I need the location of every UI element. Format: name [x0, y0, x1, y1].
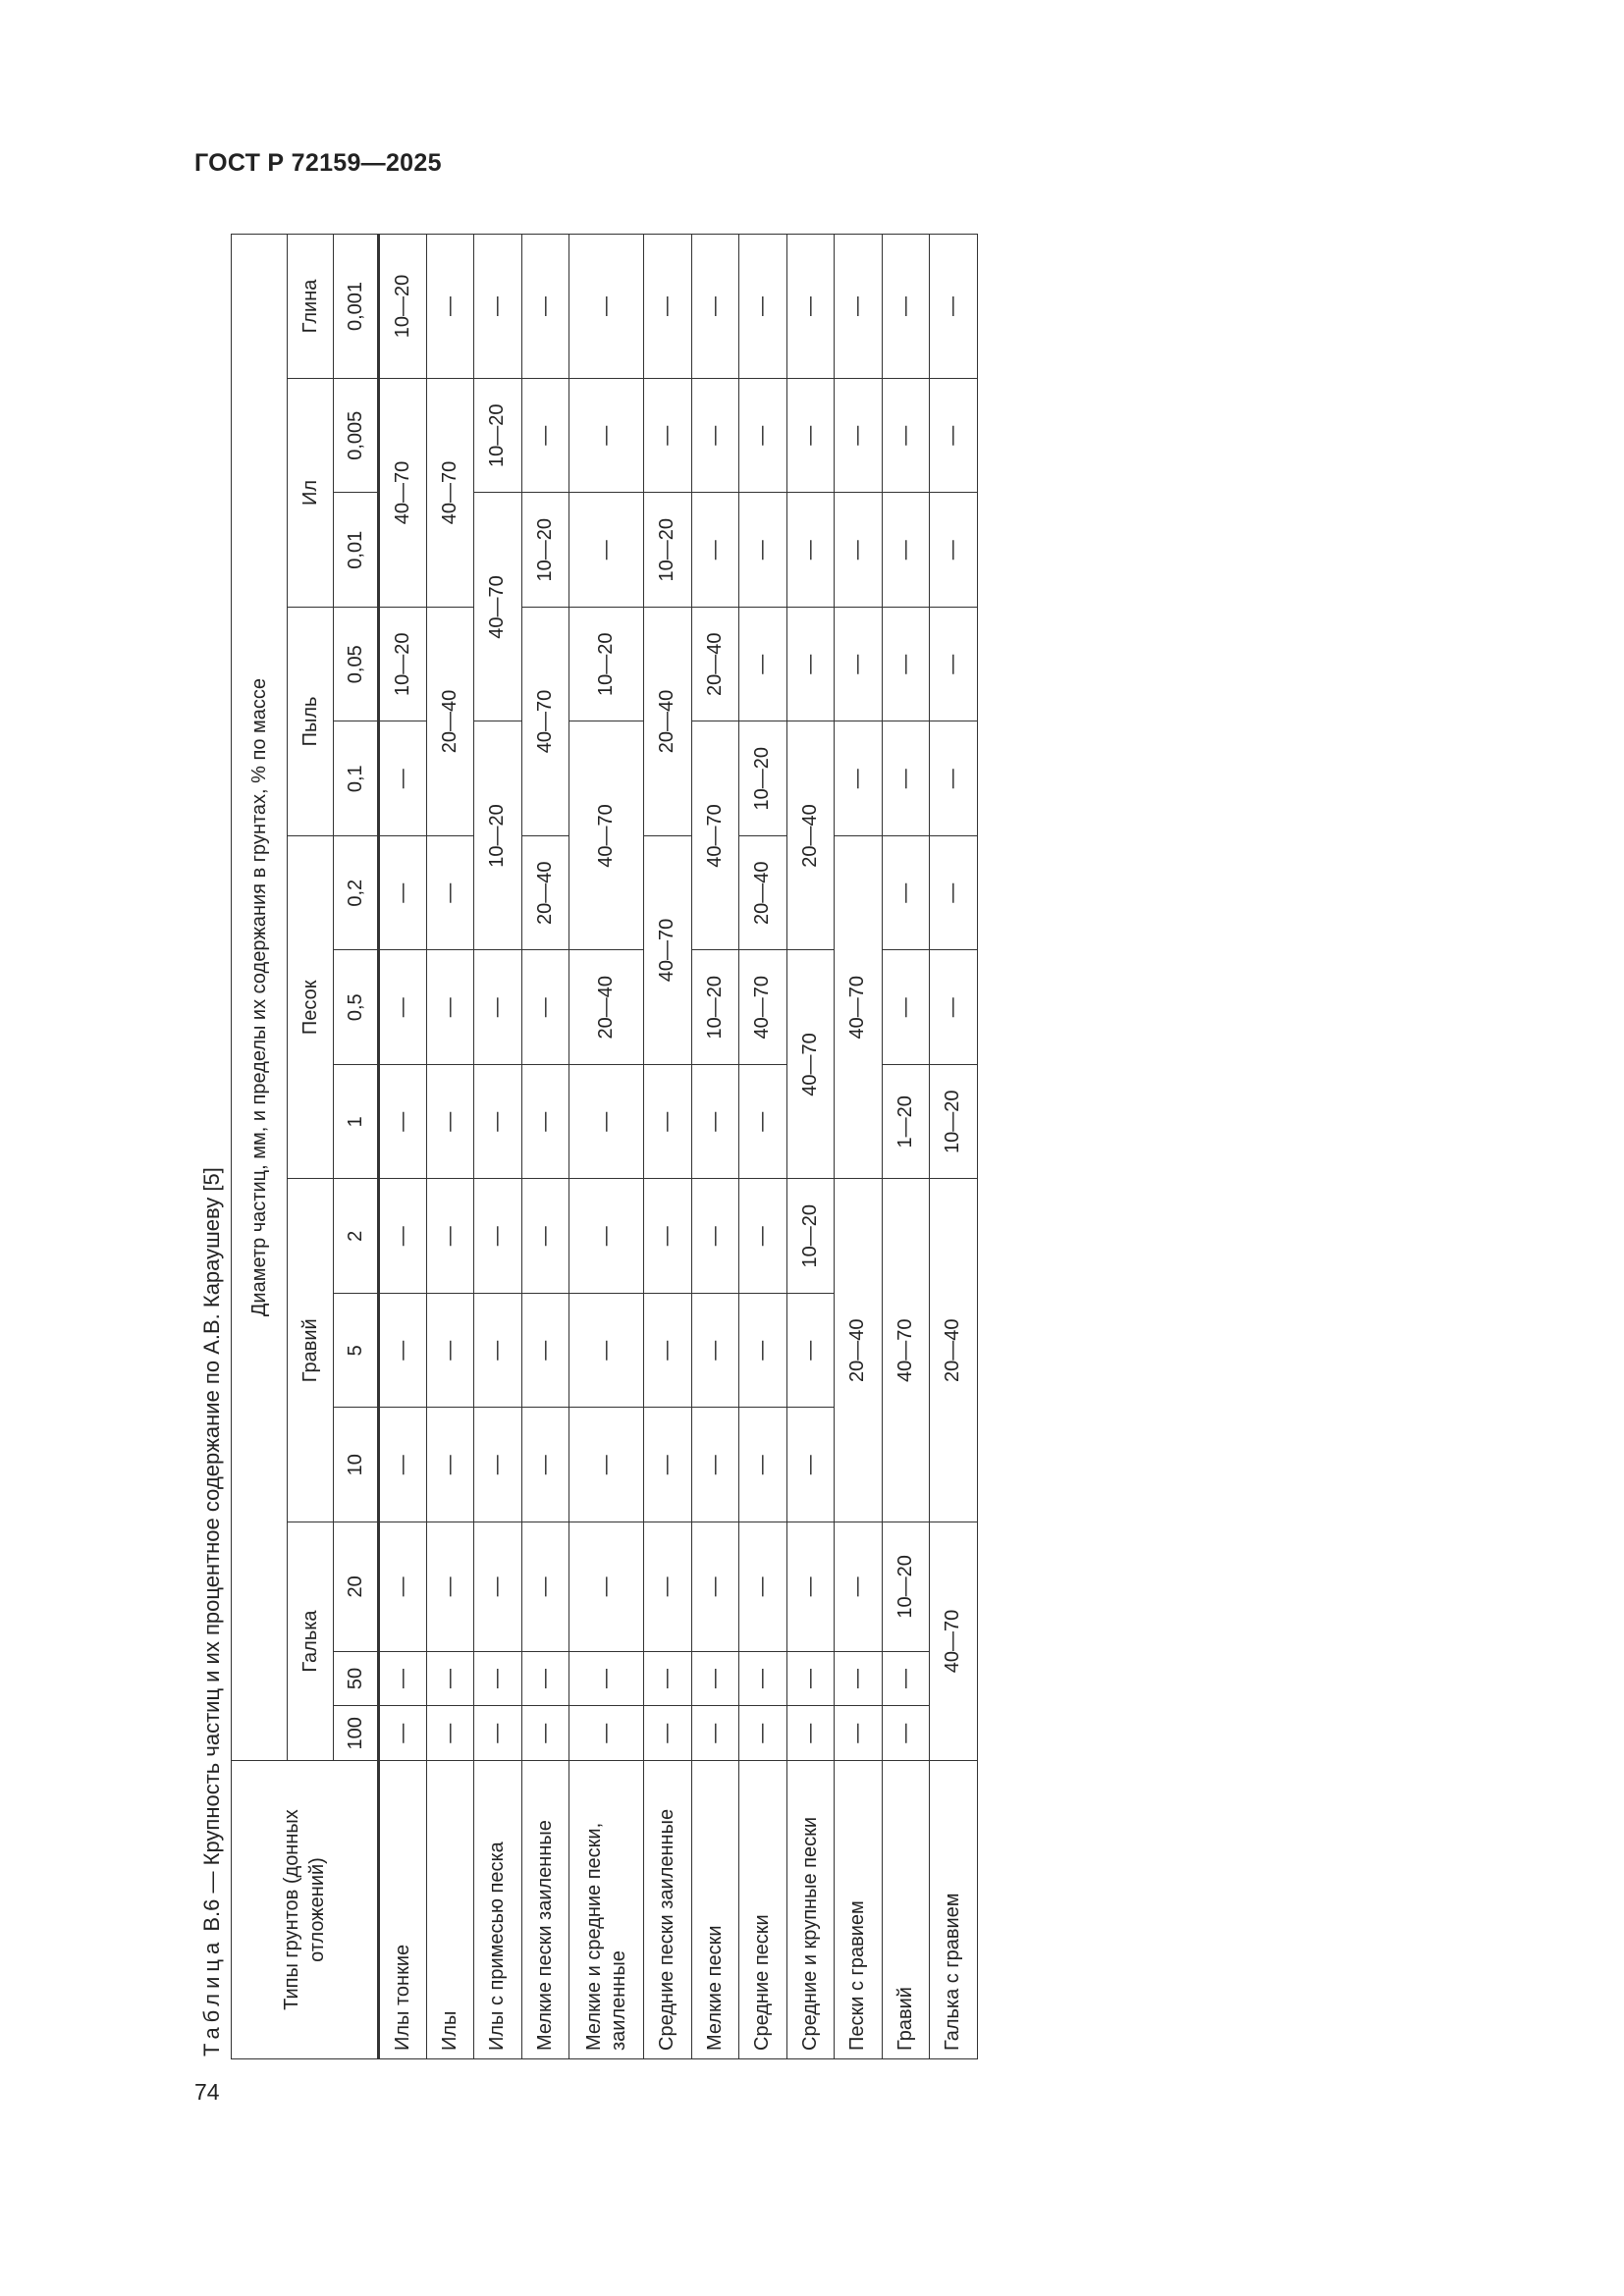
table-cell: — [474, 1179, 522, 1294]
table-cell: 40—70 [644, 836, 692, 1065]
table-cell: 10—20 [930, 1065, 978, 1180]
table-cell: — [786, 235, 835, 379]
table-cell: — [835, 493, 883, 608]
table-cell: — [691, 1179, 739, 1294]
soil-type: Галька с гравием [930, 1761, 978, 2059]
table-cell: 20—40 [644, 608, 692, 836]
table-cell: — [644, 1651, 692, 1706]
table-cell: — [739, 608, 787, 722]
table-cell: 10—20 [882, 1522, 930, 1652]
table-cell: 20—40 [786, 721, 835, 950]
table-cell: — [426, 1522, 474, 1652]
soil-type: Средние пески [739, 1761, 787, 2059]
table-cell: — [882, 608, 930, 722]
size-header: 5 [334, 1294, 379, 1409]
table-cell: — [882, 235, 930, 379]
table-cell: — [379, 1294, 427, 1409]
table-cell: 20—40 [739, 836, 787, 951]
table-cell: — [569, 1651, 644, 1706]
table-cell: — [426, 1179, 474, 1294]
table-cell: — [644, 1706, 692, 1761]
table-cell: — [379, 1706, 427, 1761]
table-cell: — [569, 1408, 644, 1522]
table-cell: — [474, 1408, 522, 1522]
soil-type: Средние и крупные пески [786, 1761, 835, 2059]
table-cell: 40—70 [835, 836, 883, 1180]
size-header: 10 [334, 1408, 379, 1522]
table-cell: — [786, 1408, 835, 1522]
table-cell: — [569, 1706, 644, 1761]
table-cell: — [379, 836, 427, 951]
table-cell: — [426, 836, 474, 951]
soil-type: Илы с примесью песка [474, 1761, 522, 2059]
table-cell: — [786, 608, 835, 722]
table-cell: — [521, 1522, 569, 1652]
table-cell: — [691, 493, 739, 608]
table-cell: — [835, 1651, 883, 1706]
table-cell: — [691, 1408, 739, 1522]
table-row [739, 235, 787, 2059]
table-cell: — [569, 493, 644, 608]
size-header: 0,05 [334, 608, 379, 722]
table-cell: 10—20 [739, 721, 787, 836]
table-cell: — [739, 1294, 787, 1409]
table-cell: — [474, 1706, 522, 1761]
table-cell: — [739, 1706, 787, 1761]
table-cell: 10—20 [521, 493, 569, 608]
table-cell: — [474, 1065, 522, 1180]
table-cell: — [691, 379, 739, 494]
soil-type: Пески с гравием [835, 1761, 883, 2059]
table-cell: 20—40 [835, 1179, 883, 1522]
table-cell: — [691, 1522, 739, 1652]
table-cell: 20—40 [426, 608, 474, 836]
table-cell: — [644, 1294, 692, 1409]
soil-type: Мелкие пески заиленные [521, 1761, 569, 2059]
soil-type: Мелкие и средние пески, заиленные [569, 1761, 644, 2059]
page-number: 74 [194, 2079, 220, 2105]
size-header: 50 [334, 1651, 379, 1706]
table-cell: 10—20 [474, 379, 522, 494]
diameter-header: Диаметр частиц, мм, и пределы их содержания в грунтах, % по массе [232, 235, 288, 1761]
table-cell: — [739, 1408, 787, 1522]
table-cell: — [930, 721, 978, 836]
table-cell: — [569, 1065, 644, 1180]
table-cell: — [521, 235, 569, 379]
table-cell: 40—70 [569, 721, 644, 950]
caption-text: В.6 — Крупность частиц и их процентное содержание по А.В. Караушеву [5] [199, 1167, 224, 1938]
table-cell: — [930, 493, 978, 608]
table-cell: — [426, 1294, 474, 1409]
types-header: Типы грунтов (донных отложений) [232, 1761, 379, 2059]
table-cell: — [521, 1065, 569, 1180]
table-cell: 40—70 [474, 493, 522, 721]
table-cell: 40—70 [379, 379, 427, 608]
table-cell: — [644, 379, 692, 494]
table-cell: — [379, 1065, 427, 1180]
table-cell: — [426, 1651, 474, 1706]
size-header: 0,2 [334, 836, 379, 951]
table-cell: — [379, 721, 427, 836]
table-cell: 40—70 [739, 950, 787, 1065]
table-cell: 10—20 [569, 608, 644, 722]
size-header: 0,5 [334, 950, 379, 1065]
table-cell: 20—40 [691, 608, 739, 722]
table-cell: — [835, 1706, 883, 1761]
group-clay: Глина [288, 235, 334, 379]
size-header: 1 [334, 1065, 379, 1180]
table-row [786, 235, 835, 2059]
table-cell: 10—20 [379, 608, 427, 722]
size-header: 2 [334, 1179, 379, 1294]
table-cell: — [786, 493, 835, 608]
table-cell: — [786, 1651, 835, 1706]
table-cell: — [835, 721, 883, 836]
table-cell: — [644, 1065, 692, 1180]
table-cell: — [521, 1294, 569, 1409]
table-cell: — [426, 1408, 474, 1522]
table-cell: 20—40 [930, 1179, 978, 1522]
table-cell: 10—20 [379, 235, 427, 379]
table-cell: — [426, 235, 474, 379]
table-cell: — [835, 1522, 883, 1652]
table-cell: — [882, 950, 930, 1065]
table-cell: 40—70 [691, 721, 739, 950]
table-cell: — [739, 1065, 787, 1180]
table-cell: — [569, 379, 644, 494]
table-cell: — [786, 1294, 835, 1409]
size-header: 0,001 [334, 235, 379, 379]
table-cell: — [426, 950, 474, 1065]
table-cell: — [379, 1522, 427, 1652]
table-cell: — [691, 1651, 739, 1706]
table-cell: 40—70 [521, 608, 569, 836]
table-cell: — [474, 235, 522, 379]
table-cell: — [882, 493, 930, 608]
table-cell: — [474, 950, 522, 1065]
table-row [835, 235, 883, 2059]
table-row [474, 235, 522, 2059]
table-cell: — [521, 1408, 569, 1522]
table-cell: — [739, 1179, 787, 1294]
table-cell: 40—70 [882, 1179, 930, 1522]
table-cell: — [786, 379, 835, 494]
table-cell: 20—40 [569, 950, 644, 1065]
table-cell: — [521, 1651, 569, 1706]
table-cell: 20—40 [521, 836, 569, 951]
size-header: 100 [334, 1706, 379, 1761]
table-cell: — [474, 1294, 522, 1409]
table-cell: — [835, 608, 883, 722]
table-cell: — [739, 1651, 787, 1706]
table-cell: — [379, 1651, 427, 1706]
group-dust: Пыль [288, 608, 334, 836]
table-cell: 10—20 [644, 493, 692, 608]
rotated-table-page [199, 224, 1004, 2059]
table-cell: — [644, 1408, 692, 1522]
size-header: 0,005 [334, 379, 379, 494]
table-cell: 10—20 [691, 950, 739, 1065]
group-silt: Ил [288, 379, 334, 608]
soil-type: Илы тонкие [379, 1761, 427, 2059]
table-cell: — [930, 836, 978, 951]
table-row [521, 235, 569, 2059]
caption-lead: Таблица [199, 1937, 224, 2056]
table-cell: — [644, 235, 692, 379]
table-cell: — [569, 1179, 644, 1294]
soil-type: Илы [426, 1761, 474, 2059]
table-cell: — [739, 1522, 787, 1652]
table-cell: — [426, 1706, 474, 1761]
table-cell: — [521, 1179, 569, 1294]
table-row [644, 235, 692, 2059]
group-gravel: Гравий [288, 1179, 334, 1522]
table-cell: 40—70 [786, 950, 835, 1179]
table-cell: — [930, 235, 978, 379]
table-cell: — [691, 1294, 739, 1409]
table-cell: — [691, 1065, 739, 1180]
table-cell: — [426, 1065, 474, 1180]
table-cell: 40—70 [426, 379, 474, 608]
soil-type: Мелкие пески [691, 1761, 739, 2059]
table-cell: — [835, 379, 883, 494]
table-cell: — [521, 950, 569, 1065]
table-caption [199, 1167, 225, 2056]
table-cell: — [882, 1651, 930, 1706]
table-row [379, 235, 427, 2059]
table-cell: — [569, 1294, 644, 1409]
table-cell: — [882, 721, 930, 836]
size-header: 20 [334, 1522, 379, 1652]
table-cell: 1—20 [882, 1065, 930, 1180]
table-cell: — [882, 836, 930, 951]
table-row [426, 235, 474, 2059]
table-cell: — [930, 608, 978, 722]
table-cell: — [739, 379, 787, 494]
table-cell: — [569, 1522, 644, 1652]
table-cell: — [786, 1706, 835, 1761]
table-cell: — [379, 1179, 427, 1294]
table-cell: — [882, 1706, 930, 1761]
table-cell: — [644, 1179, 692, 1294]
group-sand: Песок [288, 836, 334, 1180]
group-pebble: Галька [288, 1522, 334, 1761]
table-cell: — [739, 493, 787, 608]
particle-size-table [231, 234, 978, 2059]
table-row [930, 235, 978, 2059]
table-row [569, 235, 644, 2059]
table-cell: 10—20 [474, 721, 522, 950]
table-cell: — [930, 950, 978, 1065]
size-header: 0,1 [334, 721, 379, 836]
table-cell: — [882, 379, 930, 494]
table-cell: 40—70 [930, 1522, 978, 1761]
table-cell: — [691, 1706, 739, 1761]
table-cell: — [474, 1522, 522, 1652]
table-cell: 10—20 [786, 1179, 835, 1294]
table-cell: — [739, 235, 787, 379]
size-header: 0,01 [334, 493, 379, 608]
table-cell: — [521, 1706, 569, 1761]
table-cell: — [930, 379, 978, 494]
table-cell: — [835, 235, 883, 379]
table-row [691, 235, 739, 2059]
document-header: ГОСТ Р 72159—2025 [194, 149, 442, 177]
table-cell: — [786, 1522, 835, 1652]
table-cell: — [569, 235, 644, 379]
table-cell: — [521, 379, 569, 494]
table-row [882, 235, 930, 2059]
table-cell: — [474, 1651, 522, 1706]
table-cell: — [379, 950, 427, 1065]
table-cell: — [644, 1522, 692, 1652]
table-cell: — [691, 235, 739, 379]
soil-type: Средние пески заиленные [644, 1761, 692, 2059]
soil-type: Гравий [882, 1761, 930, 2059]
table-cell: — [379, 1408, 427, 1522]
